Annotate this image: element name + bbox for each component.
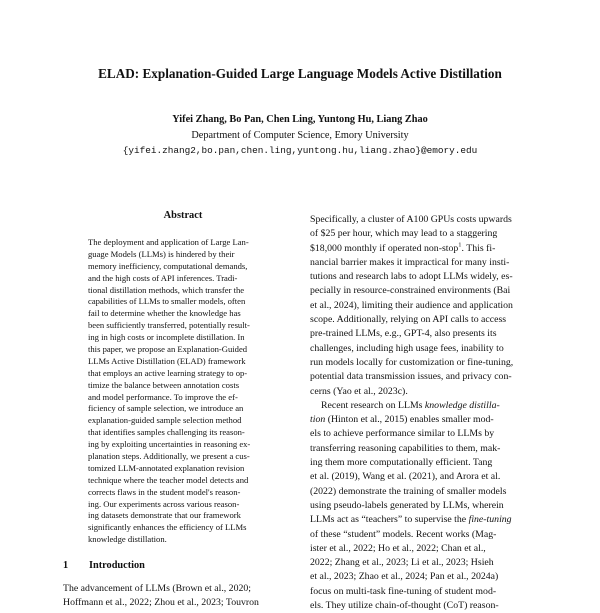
text-line: using pseudo-labels generated by LLMs, wherein [310,499,504,511]
author-list: Yifei Zhang, Bo Pan, Chen Ling, Yuntong Hu, Liang Zhao [172,114,428,125]
text-line: pecially in resource-constrained environments (Bai [310,285,511,297]
abstract-line: explanation-guided sample selection method [88,415,242,426]
introduction-body [63,582,293,611]
text-span: . This fi- [461,242,496,254]
text-line: els to achieve performance similar to LLMs by [310,428,495,440]
text-line: nancial barrier makes it impractical for many insti- [310,256,510,268]
abstract-line: planation steps. Additionally, we present a cus- [88,451,250,462]
abstract-line: been sufficiently transferred, potentially result- [88,320,250,331]
text-line: focus on multi-task fine-tuning of student mod- [310,585,497,597]
text-span: LLMs act as “teachers” to supervise the [310,514,469,526]
text-line: challenges, including high usage fees, inability to [310,342,504,354]
text-line: Specifically, a cluster of A100 GPUs costs upwards [310,214,512,225]
text-line: ing them more computationally efficient. Tang [310,457,493,469]
text-line: transferring reasoning capabilities to them, mak- [310,442,501,454]
right-column [310,213,536,613]
abstract-line: that employs an active learning strategy to op- [88,367,248,378]
author-emails: {yifei.zhang2,bo.pan,chen.ling,yuntong.hu,liang.zhao}@emory.edu [122,145,478,156]
text-line: ister et al., 2022; Ho et al., 2022; Chan et al., [310,542,486,554]
text-line: cerns (Yao et al., 2023c). [310,385,408,397]
text-line: els. They utilize chain-of-thought (CoT) reason- [310,600,499,612]
text-line [310,242,536,256]
text-line: (2022) demonstrate the training of smaller models [310,485,507,497]
abstract-line: tional distillation methods, which transfer the [88,284,245,295]
abstract-line: ing. Our experiments across various reason- [88,498,240,509]
abstract-line: ing in high costs or incomplete distillation. In [88,332,245,343]
section-heading-introduction [63,560,145,571]
abstract-line: fail to determine whether the knowledge has [88,308,241,319]
abstract-line: memory inefficiency, computational demands, [88,260,248,271]
affiliation: Department of Computer Science, Emory University [191,130,409,141]
text-line [310,413,536,427]
paragraph [310,213,536,399]
text-line [310,399,536,413]
abstract-line: ficiency of sample selection, we introduce an [88,403,244,414]
text-line: et al. (2019), Wang et al. (2021), and Arora et al. [310,471,501,483]
text-line: of $25 per hour, which may lead to a staggering [310,228,498,240]
footnote-marker: 1 [458,241,462,249]
abstract-line: capabilities of LLMs to smaller models, often [88,296,246,307]
text-line: potential data transmission issues, and privacy con- [310,371,512,383]
paragraph [310,399,536,613]
abstract-line: knowledge distillation. [88,534,167,545]
text-line: et al., 2023; Zhao et al., 2024; Pan et al., 2024a) [310,571,499,583]
section-number: 1 [63,560,69,571]
abstract-line: guage Models (LLMs) is hindered by their [88,248,235,259]
text-line: et al., 2024), limiting their audience and application [310,299,513,311]
text-span: (Hinton et al., 2015) enables smaller mod- [325,414,494,426]
text-line: Hoffmann et al., 2022; Zhou et al., 2023; Touvron [63,597,259,609]
abstract-line: that identifies samples challenging its reason- [88,427,245,438]
abstract-line: technique where the teacher model detects and [88,474,249,485]
abstract-line: ing datasets demonstrate that our framework [88,510,241,521]
abstract-line: corrects flaws in the student model's reason- [88,486,241,497]
text-line: tutions and research labs to adopt LLMs widely, es- [310,271,513,283]
paper-title: ELAD: Explanation-Guided Large Language Models Active Distillation [98,66,502,81]
text-span: Recent research on LLMs [321,399,425,411]
abstract-line: ing by exploiting uncertainties in reasoning ex- [88,439,251,450]
abstract-line: The deployment and application of Large Lan- [88,237,249,247]
abstract-line: significantly enhances the efficiency of LLMs [88,522,247,533]
italic-term: tion [310,414,326,426]
text-line: scope. Additionally, relying on API calls to access [310,314,507,326]
text-line: of these “student” models. Recent works (Mag- [310,528,497,540]
text-span: $18,000 monthly if operated non-stop [310,242,459,254]
abstract-line: and the high costs of API inferences. Tradi- [88,272,238,283]
abstract-body [88,237,278,546]
text-line [310,513,536,527]
abstract-line: timize the balance between annotation costs [88,379,240,390]
abstract-heading: Abstract [163,210,203,221]
abstract-line: and model performance. To improve the ef- [88,391,238,402]
abstract-line: LLMs Active Distillation (ELAD) framework [88,355,246,366]
text-line: The advancement of LLMs (Brown et al., 2020; [63,583,251,594]
italic-term: fine-tuning [468,514,512,526]
text-line: run models locally for customization or fine-tuning, [310,356,514,368]
section-title: Introduction [89,560,145,571]
italic-term: knowledge distilla- [424,399,500,411]
text-line: pre-trained LLMs, e.g., GPT-4, also presents its [310,328,497,340]
abstract-line: tomized LLM-annotated explanation revision [88,462,245,473]
text-line: 2022; Zhang et al., 2023; Li et al., 2023; Hsieh [310,557,494,569]
abstract-line: this paper, we propose an Explanation-Guided [88,344,248,355]
